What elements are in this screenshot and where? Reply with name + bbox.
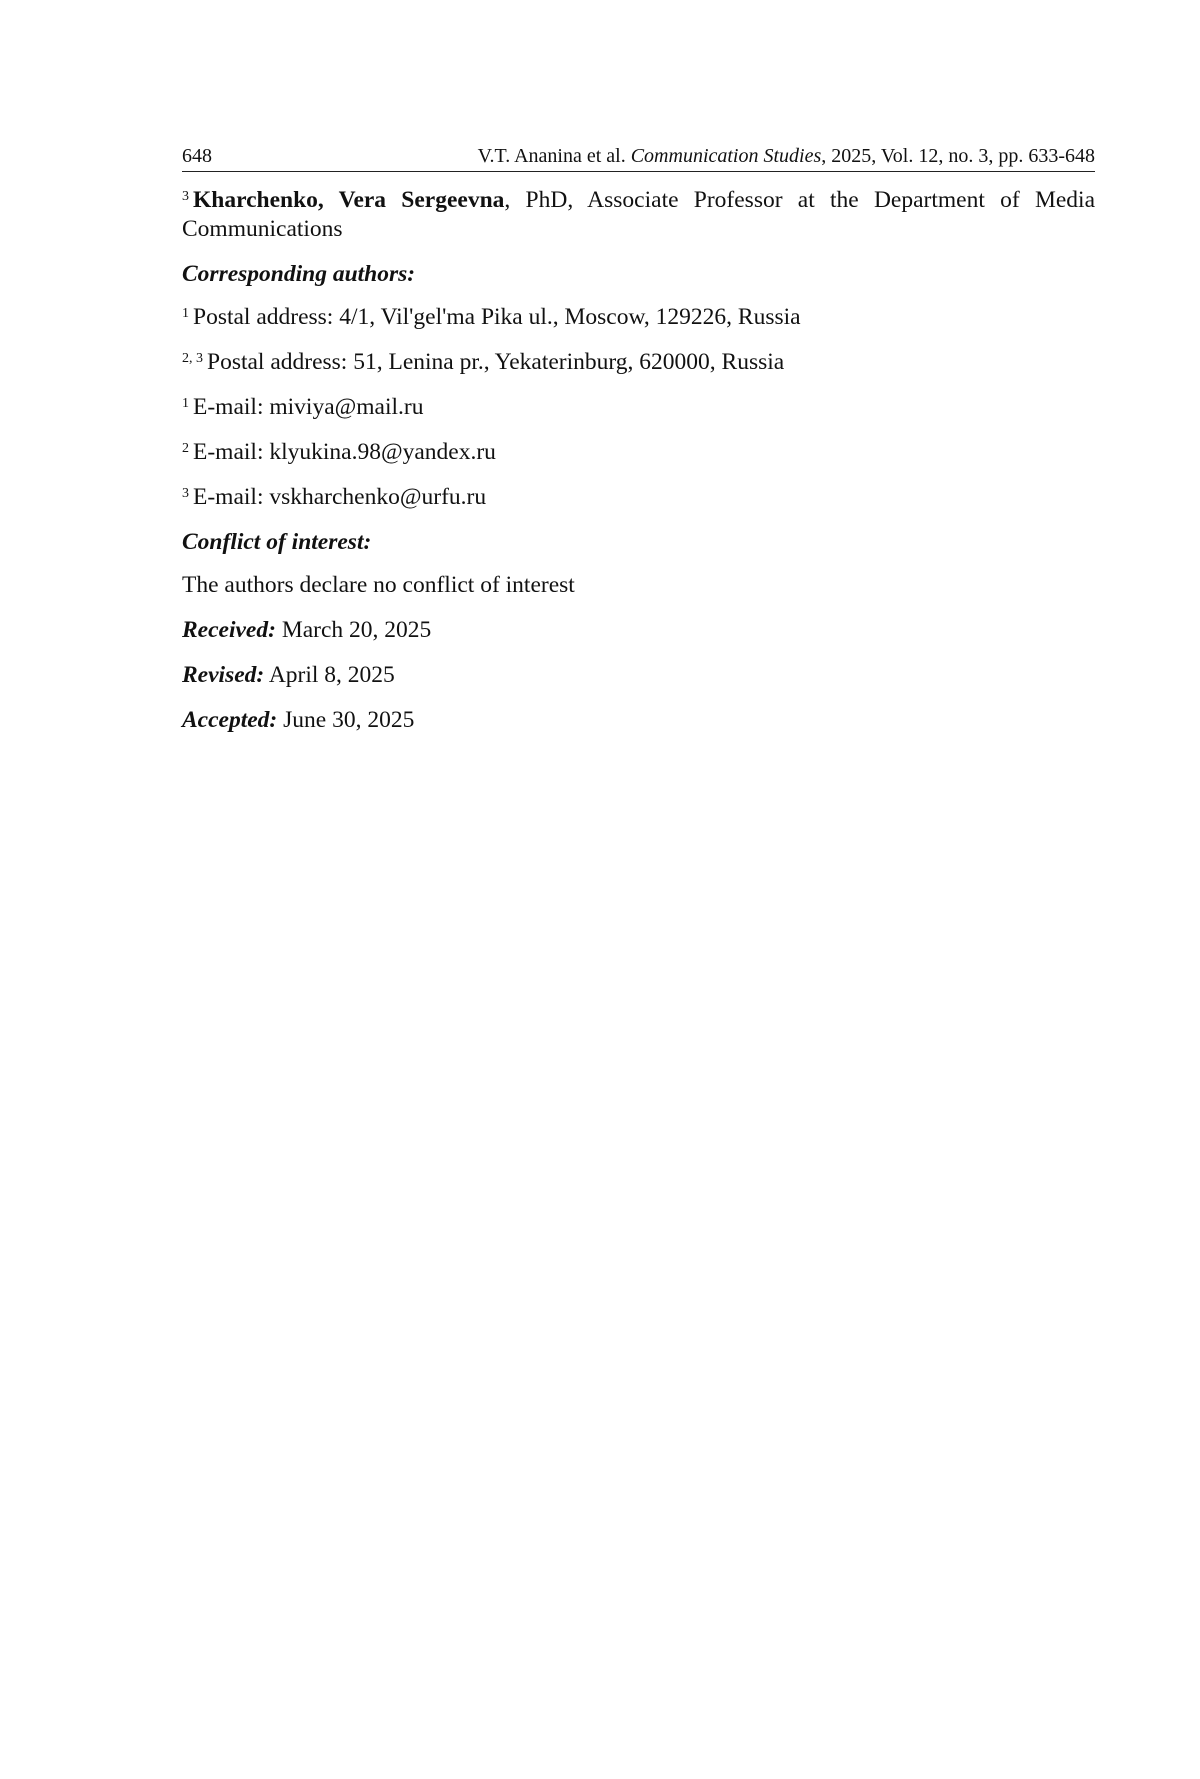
author-name: Kharchenko, Vera Sergeevna <box>193 187 505 213</box>
author-details: , PhD, Associate Professor at the Department of Media Communications <box>182 187 1095 242</box>
corresponding-authors-heading: Corresponding authors: <box>182 261 416 287</box>
received-label: Received: <box>182 617 276 643</box>
conflict-of-interest-heading: Conflict of interest: <box>182 529 372 555</box>
running-head-authors: V.T. Ananina et al. <box>477 145 626 167</box>
author-info <box>182 186 1095 244</box>
accepted-date <box>182 706 1095 735</box>
footnote-marker: 2, 3 <box>182 351 203 366</box>
journal-citation: , 2025, Vol. 12, no. 3, pp. 633-648 <box>821 145 1095 167</box>
footnote-marker: 1 <box>182 306 189 321</box>
revised-label: Revised: <box>182 662 265 688</box>
postal-address-2 <box>182 348 1095 377</box>
running-head <box>478 143 1095 169</box>
author-marker: 3 <box>182 189 189 204</box>
email-3 <box>182 483 1095 512</box>
email-1 <box>182 393 1095 422</box>
footnote-marker: 2 <box>182 441 189 456</box>
revised-date <box>182 661 1095 690</box>
accepted-label: Accepted: <box>182 707 278 733</box>
postal-address-text: Postal address: 51, Lenina pr., Yekaterinburg, 620000, Russia <box>207 349 785 375</box>
page-header <box>182 143 1095 172</box>
postal-address-text: Postal address: 4/1, Vil'gel'ma Pika ul., Moscow, 129226, Russia <box>193 304 801 330</box>
postal-address-1 <box>182 303 1095 332</box>
conflict-of-interest-statement: The authors declare no conflict of interest <box>182 572 575 598</box>
accepted-value: June 30, 2025 <box>283 707 415 733</box>
received-date <box>182 616 1095 645</box>
email-text: E-mail: vskharchenko@urfu.ru <box>193 484 487 510</box>
email-text: E-mail: miviya@mail.ru <box>193 394 424 420</box>
page-number: 648 <box>182 145 212 167</box>
article-back-matter <box>182 186 1095 735</box>
revised-value: April 8, 2025 <box>268 662 395 688</box>
email-text: E-mail: klyukina.98@yandex.ru <box>193 439 496 465</box>
footnote-marker: 3 <box>182 486 189 501</box>
email-2 <box>182 438 1095 467</box>
journal-title: Communication Studies <box>630 145 822 167</box>
footnote-marker: 1 <box>182 396 189 411</box>
received-value: March 20, 2025 <box>281 617 432 643</box>
